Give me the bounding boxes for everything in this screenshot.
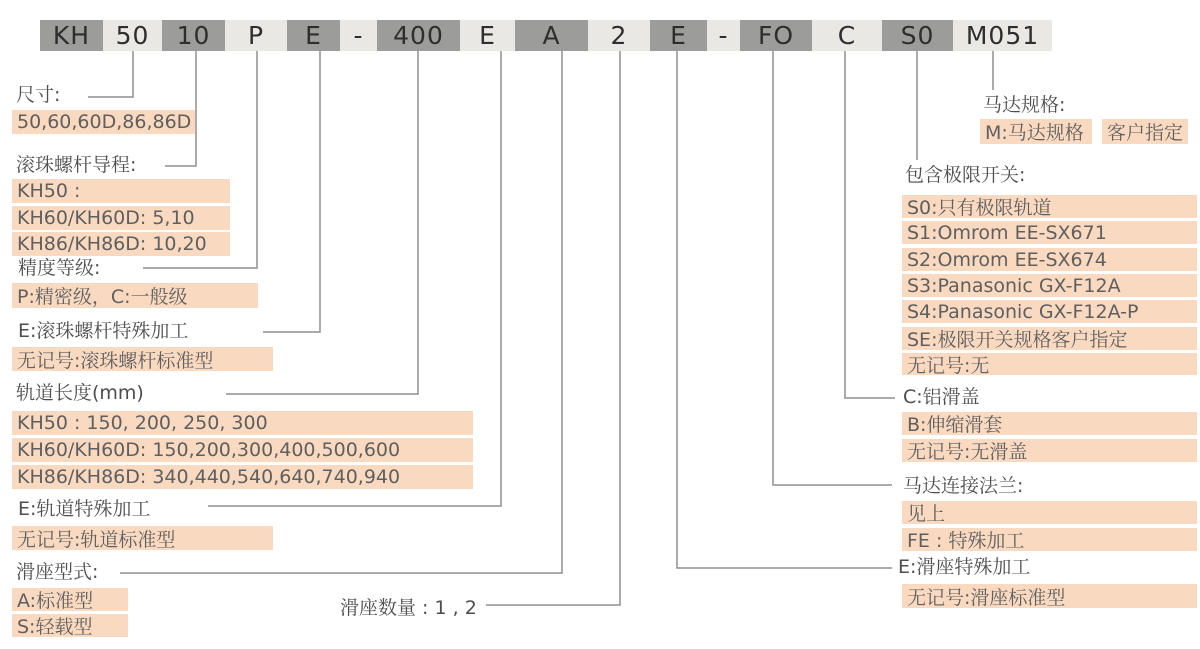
- code-segment-slide-cover: C: [837, 21, 857, 50]
- motor-flange-row-fe: FE : 特殊加工: [902, 528, 1197, 551]
- limit-switch-row-se: SE:极限开关规格客户指定: [902, 327, 1197, 350]
- code-segment-series: KH: [40, 20, 103, 51]
- lead-row-kh50: KH50 :: [12, 179, 230, 203]
- motor-flange-row-see-above: 见上: [902, 501, 1197, 524]
- rail-length-row-kh50: KH50 : 150, 200, 250, 300: [12, 411, 473, 435]
- code-segment-screw-special: E: [287, 20, 340, 51]
- size-options-row: 50,60,60D,86,86D: [12, 110, 195, 134]
- rail-length-row-kh86: KH86/KH86D: 340,440,540,640,740,940: [12, 465, 473, 489]
- slide-cover-row-b: B:伸缩滑套: [902, 412, 1197, 435]
- code-segment-accuracy: P: [247, 21, 265, 50]
- rail-length-title: 轨道长度(mm): [16, 382, 144, 404]
- screw-special-title: E:滚珠螺杆特殊加工: [18, 320, 189, 342]
- limit-switch-title: 包含极限开关:: [905, 164, 1026, 186]
- rail-special-title: E:轨道特殊加工: [18, 498, 151, 520]
- code-segment-size: 50: [115, 21, 150, 50]
- rail-special-row: 无记号:轨道标准型: [12, 526, 273, 550]
- connector-motor-flange-line: [773, 51, 892, 485]
- connector-slider-qty-line: [486, 51, 620, 605]
- slider-type-title: 滑座型式:: [16, 561, 99, 583]
- code-segment-slider-qty: 2: [610, 21, 628, 50]
- size-title: 尺寸:: [16, 84, 61, 106]
- code-segment-slider-special: E: [650, 20, 707, 51]
- accuracy-title: 精度等级:: [18, 257, 101, 279]
- code-segment-motor-flange: FO: [740, 20, 812, 51]
- motor-spec-row-m: M:马达规格: [980, 119, 1092, 144]
- slider-special-row-none: 无记号:滑座标准型: [902, 584, 1197, 608]
- code-segment-rail-length: 400: [377, 20, 460, 51]
- motor-spec-row-custom: 客户指定: [1102, 119, 1188, 144]
- connector-slide-cover-line: [845, 51, 895, 398]
- limit-switch-row-s1: S1:Omrom EE-SX671: [902, 221, 1197, 244]
- code-segment-motor-spec: M051: [965, 21, 1040, 50]
- connector-lead-line: [165, 51, 196, 166]
- slider-special-title: E:滑座特殊加工: [898, 556, 1031, 578]
- motor-flange-title: 马达连接法兰:: [903, 475, 1024, 497]
- code-segment-limit-switch: S0: [882, 20, 953, 51]
- code-segment-slider-type: A: [515, 20, 588, 51]
- slider-qty-label: 滑座数量 : 1 , 2: [340, 597, 477, 619]
- lead-row-kh86: KH86/KH86D: 10,20: [12, 232, 230, 256]
- limit-switch-row-none: 无记号:无: [902, 353, 1197, 375]
- accuracy-options-row: P:精密级，C:一般级: [12, 283, 258, 308]
- slider-type-row-s: S:轻载型: [12, 614, 128, 637]
- connector-slider-special-line: [677, 51, 892, 568]
- slider-type-row-a: A:标准型: [12, 588, 128, 611]
- code-segment-lead: 10: [162, 20, 225, 51]
- limit-switch-row-s4: S4:Panasonic GX-F12A-P: [902, 300, 1197, 323]
- connector-rail-length-line: [226, 51, 418, 394]
- code-segment-dash-1: -: [353, 21, 364, 50]
- slide-cover-row-none: 无记号:无滑盖: [902, 439, 1197, 462]
- rail-length-row-kh60: KH60/KH60D: 150,200,300,400,500,600: [12, 438, 473, 462]
- motor-spec-title: 马达规格:: [983, 94, 1066, 116]
- limit-switch-row-s2: S2:Omrom EE-SX674: [902, 248, 1197, 271]
- lead-title: 滚珠螺杆导程:: [16, 154, 137, 176]
- slide-cover-title: C:铝滑盖: [903, 386, 980, 408]
- limit-switch-row-s0: S0:只有极限轨道: [902, 195, 1197, 218]
- screw-special-row: 无记号:滚珠螺杆标准型: [12, 347, 273, 371]
- connector-size-line: [88, 51, 133, 97]
- code-segment-dash-2: -: [718, 21, 729, 50]
- connector-screw-special-line: [263, 51, 320, 332]
- lead-row-kh60: KH60/KH60D: 5,10: [12, 206, 230, 230]
- code-segment-rail-special: E: [479, 21, 496, 50]
- limit-switch-row-s3: S3:Panasonic GX-F12A: [902, 274, 1197, 297]
